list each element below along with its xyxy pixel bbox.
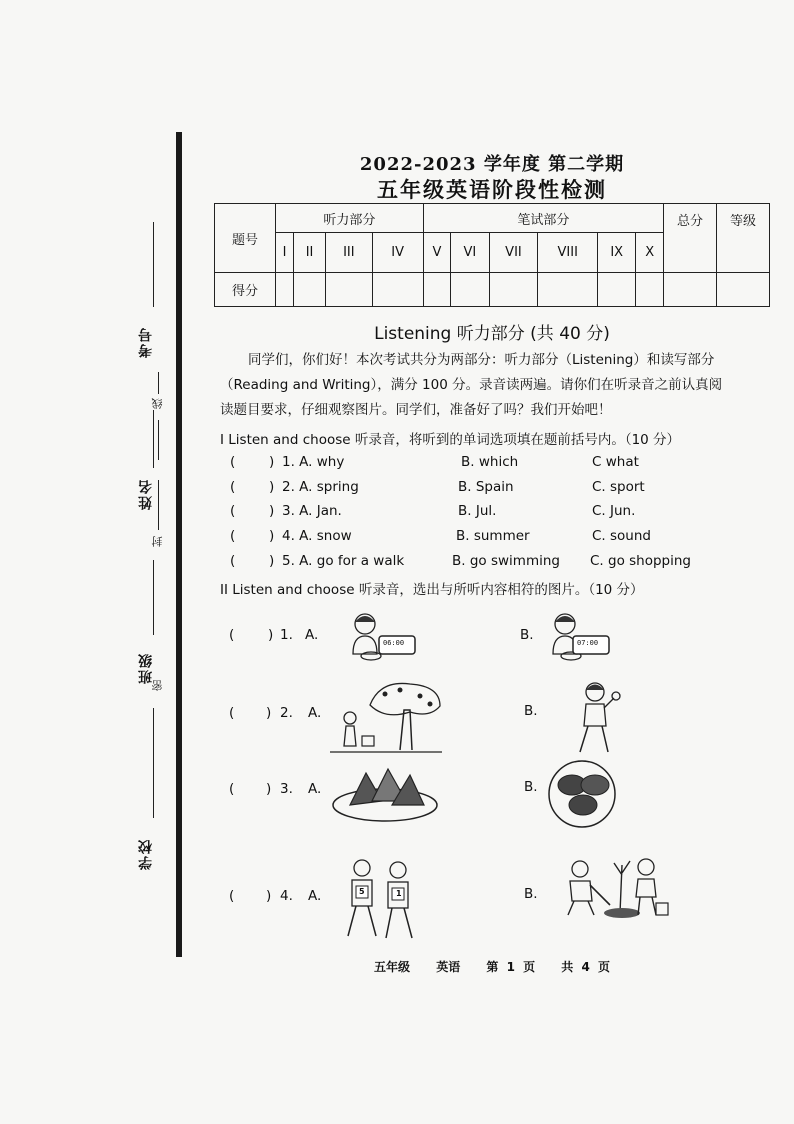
answer-paren-open[interactable]: ( xyxy=(230,479,236,495)
option-a: 3. A. Jan. xyxy=(282,503,342,519)
intro-line-2: （Reading and Writing），满分 100 分。录音读两遍。请你们在听录音之前认真阅 xyxy=(220,377,723,393)
answer-paren-close: ) xyxy=(269,479,275,495)
answer-paren-close: ) xyxy=(266,888,272,904)
seal-mark-line xyxy=(158,480,159,530)
score-cell[interactable] xyxy=(489,273,538,307)
answer-paren-close: ) xyxy=(266,781,272,797)
option-a-label: A. xyxy=(308,781,322,797)
listening-header: 听力部分 xyxy=(276,204,424,233)
option-c: C. Jun. xyxy=(592,503,636,519)
option-b-label: B. xyxy=(520,627,534,643)
intro-line-3: 读题目要求，仔细观察图片。同学们，准备好了吗？我们开始吧！ xyxy=(220,402,612,418)
class-blank xyxy=(153,560,154,635)
col-numeral: VII xyxy=(489,233,538,273)
answer-paren-close: ) xyxy=(269,553,275,569)
score-cell[interactable] xyxy=(451,273,489,307)
children-running-race-illustration xyxy=(340,858,420,940)
answer-paren-close: ) xyxy=(266,705,272,721)
score-cell[interactable] xyxy=(636,273,664,307)
col-numeral: I xyxy=(276,233,294,273)
answer-paren-close: ) xyxy=(269,454,275,470)
answer-paren-open[interactable]: ( xyxy=(230,553,236,569)
col-numeral: IX xyxy=(598,233,636,273)
school-label: 学校 xyxy=(138,838,154,870)
footer-total: 共 4 页 xyxy=(561,960,611,974)
mooncakes-plate-illustration xyxy=(545,763,620,825)
school-blank xyxy=(153,708,154,818)
total-header: 总分 xyxy=(664,204,717,273)
score-cell[interactable] xyxy=(538,273,598,307)
footer-subject: 英语 xyxy=(436,960,461,974)
option-b: B. go swimming xyxy=(452,553,560,569)
option-b: B. summer xyxy=(456,528,530,544)
col-numeral: V xyxy=(423,233,451,273)
boy-eating-apple-illustration xyxy=(570,680,630,758)
exam-no-blank xyxy=(153,222,154,307)
option-a: 5. A. go for a walk xyxy=(282,553,405,569)
score-row-label: 得分 xyxy=(215,273,276,307)
grade-header: 等级 xyxy=(717,204,770,273)
option-c: C. sound xyxy=(592,528,651,544)
clock-b-time: 07:00 xyxy=(577,639,599,647)
zongzi-plate-illustration xyxy=(330,765,440,825)
score-cell[interactable] xyxy=(423,273,451,307)
option-c: C what xyxy=(592,454,639,470)
question-no-header: 题号 xyxy=(215,204,276,273)
item-number: 1. xyxy=(280,627,293,643)
col-numeral: VI xyxy=(451,233,489,273)
score-cell[interactable] xyxy=(326,273,372,307)
option-a: 1. A. why xyxy=(282,454,345,470)
exam-no-label: 考号 xyxy=(138,326,154,358)
footer-page: 第 1 页 xyxy=(486,960,536,974)
option-b-label: B. xyxy=(524,703,538,719)
score-table xyxy=(214,203,770,307)
option-c: C. go shopping xyxy=(590,553,691,569)
answer-paren-close: ) xyxy=(269,503,275,519)
option-a: 4. A. snow xyxy=(282,528,352,544)
children-planting-tree-illustration xyxy=(562,855,672,920)
answer-paren-open[interactable]: ( xyxy=(229,705,235,721)
name-label: 姓名 xyxy=(138,478,154,510)
answer-paren-open[interactable]: ( xyxy=(230,528,236,544)
option-b: B. which xyxy=(461,454,519,470)
runner-bib-a: 5 xyxy=(359,887,365,896)
item-number: 3. xyxy=(280,781,293,797)
footer-grade: 五年级 xyxy=(373,960,410,974)
clock-a-time: 06:00 xyxy=(383,639,405,647)
part2-heading: II Listen and choose 听录音，选出与所听内容相符的图片。（10 分） xyxy=(220,582,644,598)
answer-paren-open[interactable]: ( xyxy=(229,888,235,904)
col-numeral: X xyxy=(636,233,664,273)
part1-heading: I Listen and choose 听录音，将听到的单词选项填在题前括号内。（10 分） xyxy=(220,432,681,448)
score-cell[interactable] xyxy=(276,273,294,307)
option-a: 2. A. spring xyxy=(282,479,359,495)
col-numeral: II xyxy=(293,233,325,273)
seal-mark: 封 xyxy=(151,536,164,547)
girl-picking-apples-illustration xyxy=(330,680,445,755)
exam-title: 五年级英语阶段性检测 xyxy=(377,177,607,202)
runner-bib-b: 1 xyxy=(396,889,402,898)
intro-line-1: 同学们，你们好！本次考试共分为两部分：听力部分（Listening）和读写部分 xyxy=(248,352,715,368)
answer-paren-close: ) xyxy=(268,627,274,643)
binding-line xyxy=(176,132,182,957)
page-footer xyxy=(214,958,770,975)
line-mark-line xyxy=(158,372,159,394)
option-a-label: A. xyxy=(308,705,322,721)
line-mark-line2 xyxy=(158,420,159,460)
col-numeral: VIII xyxy=(538,233,598,273)
option-b-label: B. xyxy=(524,779,538,795)
item-number: 4. xyxy=(280,888,293,904)
score-cell[interactable] xyxy=(717,273,770,307)
name-blank xyxy=(153,410,154,468)
answer-paren-open[interactable]: ( xyxy=(229,781,235,797)
score-cell[interactable] xyxy=(598,273,636,307)
option-a-label: A. xyxy=(305,627,319,643)
year-term-title: 2022-2023 学年度 第二学期 xyxy=(359,154,625,175)
score-cell[interactable] xyxy=(293,273,325,307)
answer-paren-open[interactable]: ( xyxy=(230,454,236,470)
option-a-label: A. xyxy=(308,888,322,904)
option-b: B. Spain xyxy=(458,479,514,495)
answer-paren-open[interactable]: ( xyxy=(230,503,236,519)
option-b: B. Jul. xyxy=(458,503,497,519)
written-header: 笔试部分 xyxy=(423,204,663,233)
answer-paren-open[interactable]: ( xyxy=(229,627,235,643)
option-b-label: B. xyxy=(524,886,538,902)
score-cell[interactable] xyxy=(664,273,717,307)
answer-paren-close: ) xyxy=(269,528,275,544)
col-numeral: IV xyxy=(372,233,423,273)
option-c: C. sport xyxy=(592,479,645,495)
listening-section-title: Listening 听力部分 (共 40 分) xyxy=(374,324,610,344)
class-label: 班级 xyxy=(138,652,154,684)
score-cell[interactable] xyxy=(372,273,423,307)
col-numeral: III xyxy=(326,233,372,273)
line-mark: 线 xyxy=(151,398,164,409)
item-number: 2. xyxy=(280,705,293,721)
secret-mark: 密 xyxy=(151,680,164,691)
